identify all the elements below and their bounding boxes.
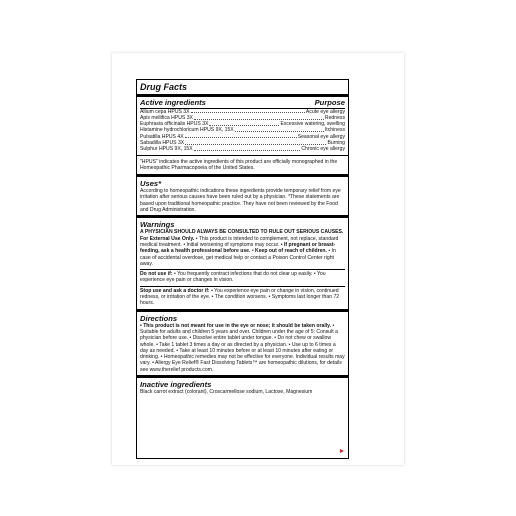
active-header bbox=[140, 98, 345, 107]
external-use: For External Use Only. bbox=[140, 235, 195, 242]
ingredient-name: Apis mellifica HPUS 3X bbox=[140, 114, 193, 121]
leader-dots bbox=[185, 144, 326, 145]
warnings-t2: • bbox=[251, 248, 254, 255]
ingredient-name: Euphrasia officinalis HPUS 3X bbox=[140, 121, 209, 128]
uses-heading: Uses* bbox=[140, 179, 162, 189]
warnings-caps: A PHYSICIAN SHOULD ALWAYS BE CONSULTED TO RULE OUT SERIOUS CAUSES. bbox=[140, 229, 344, 236]
inactive-text: Black carrot extract (colorant), Croscarmellose sodium, Lactose, Magnesium bbox=[140, 389, 313, 395]
active-ingredients-list bbox=[140, 109, 345, 153]
ingredient-name: Allium cepa HPUS 3X bbox=[140, 108, 190, 115]
active-ingredient-row bbox=[140, 146, 345, 152]
ingredient-purpose: Itchiness bbox=[324, 127, 345, 134]
ingredient-purpose: Redness bbox=[324, 114, 345, 121]
drug-facts-title: Drug Facts bbox=[137, 80, 348, 97]
leader-dots bbox=[194, 150, 301, 151]
active-heading: Active ingredients bbox=[140, 98, 206, 107]
ingredient-name: Sabadilla HPUS 3X bbox=[140, 139, 185, 146]
directions-text bbox=[140, 323, 345, 373]
active-ingredients-section bbox=[137, 97, 348, 155]
directions-body: • Suitable for adults and children 5 years and over. Children under the age of 5: Consult a physician before use. • Dissolve entire tablet under tongue. • Do not chew or swallow whole. • Take 1 tablet 3 times a day or as directed by a physician. • Use up to 6 times a day as needed. • Take at least 10 minutes before or at least 10 minutes after eating or drinking. • Homeopathic remedies may not be effective for everyone. Individual results may vary. • Allergy Eye Relief® Fast Dissolving Tablets™ are homeopathic dilutions, for details see www.therelief products.com. bbox=[140, 322, 345, 373]
ingredient-name: Pulsatilla HPUS 4X bbox=[140, 133, 184, 140]
inactive-heading: Inactive ingredients bbox=[140, 380, 212, 389]
do-not-use bbox=[140, 271, 345, 284]
stop-use-text: • You experience eye pain or change in vision, continued redness, or irritation of the eye. • The condition worsens. • Symptoms last longer than 72 hours. bbox=[140, 287, 340, 307]
warnings-heading: Warnings bbox=[140, 220, 175, 230]
directions-oral: • This product is not meant for use in the eye or nose; it should be taken orally. bbox=[140, 322, 332, 329]
warnings-section bbox=[137, 215, 348, 308]
pregnancy-warning: If pregnant or breast-feeding, ask a health professional before use. bbox=[140, 241, 336, 255]
ingredient-name: Histamine hydrochloricum HPUS 9X, 15X bbox=[140, 127, 234, 134]
ingredient-name: Sulphur HPUS 9X, 15X bbox=[140, 146, 193, 153]
leader-dots bbox=[194, 119, 324, 120]
hpus-note: "HPUS" indicates the active ingredients of this product are officially monographed in the Homeopathic Pharmacopoeia of the United States. bbox=[140, 158, 338, 171]
ingredient-purpose: Burning bbox=[327, 139, 345, 146]
uses-section bbox=[137, 174, 348, 215]
warnings-t1: • This product is intended to complement, not replace, standard medical treatment. • Initial worsening of symptoms may occur. • bbox=[140, 235, 339, 248]
stop-use-label: Stop use and ask a doctor if: bbox=[140, 287, 210, 294]
hpus-note-section bbox=[137, 155, 348, 175]
leader-dots bbox=[185, 137, 297, 138]
inactive-section bbox=[137, 375, 348, 397]
purpose-heading: Purpose bbox=[314, 98, 345, 107]
directions-heading: Directions bbox=[140, 313, 178, 323]
do-not-use-label: Do not use if: bbox=[140, 271, 173, 278]
warnings-t3: • In case of accidental overdose, get medical help or contact a Poison Control Center right away. bbox=[140, 248, 336, 267]
uses-text: According to homeopathic indications these ingredients provide temporary relief from eye irritation after serious causes have been ruled out by a physician. *These statements are based upon traditional homeopathic practice. They have not been reviewed by the Food and Drug Administration. bbox=[140, 188, 341, 214]
do-not-use-text: • You frequently contract infections that do not clear up easily. • You experience eye pain or changes in vision. bbox=[140, 271, 326, 284]
leader-dots bbox=[191, 112, 305, 113]
leader-dots bbox=[209, 125, 279, 126]
divider bbox=[140, 286, 345, 287]
ingredient-purpose: Acute eye allergy bbox=[305, 108, 345, 115]
warnings-text bbox=[140, 229, 345, 267]
children-warning: Keep out of reach of children. bbox=[255, 248, 327, 255]
drug-facts-panel bbox=[136, 79, 349, 459]
leader-dots bbox=[235, 131, 324, 132]
divider bbox=[140, 269, 345, 270]
ingredient-purpose: Excessive watering, swelling bbox=[280, 121, 345, 128]
ingredient-purpose: Seasonal eye allergy bbox=[297, 133, 345, 140]
stop-use bbox=[140, 288, 345, 307]
continue-arrow-icon bbox=[340, 449, 344, 453]
directions-section bbox=[137, 309, 348, 375]
ingredient-purpose: Chronic eye allergy bbox=[301, 146, 345, 153]
